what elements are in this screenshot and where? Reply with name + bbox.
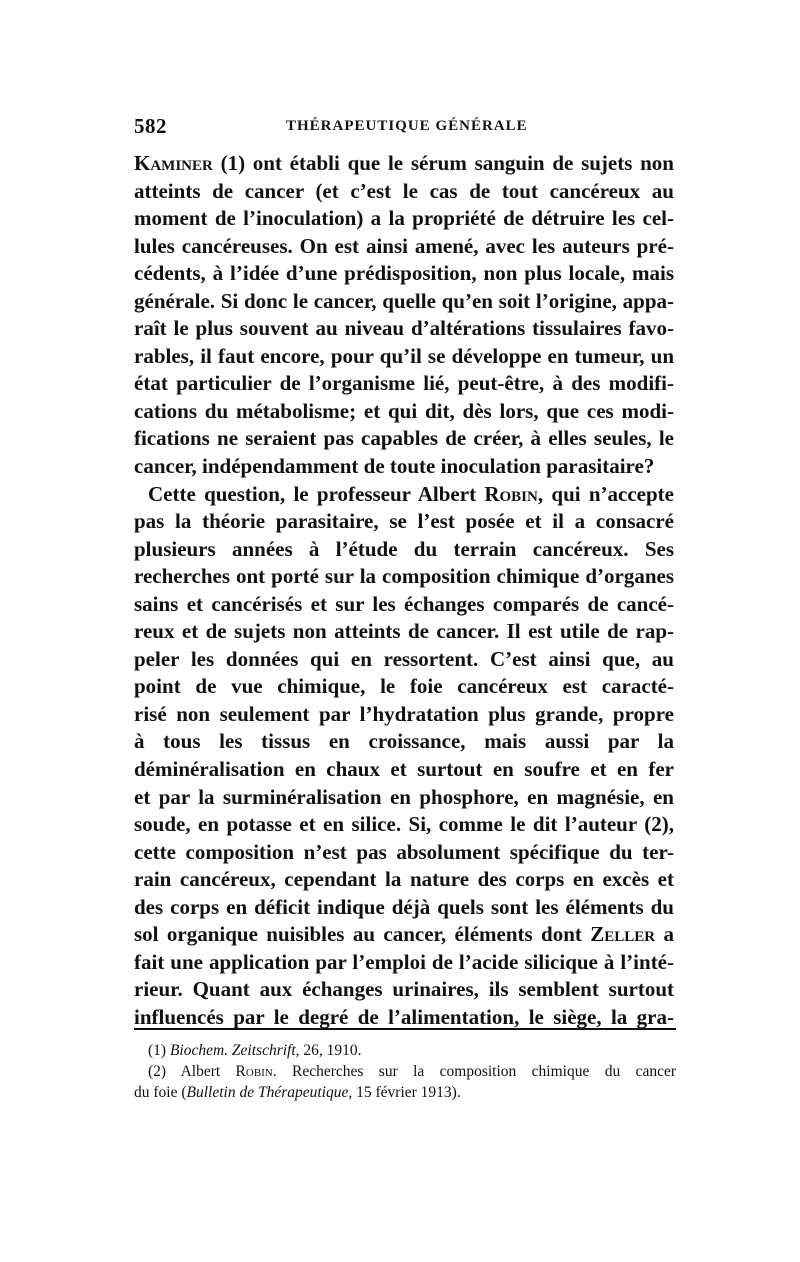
text-line: soude, en potasse et en silice. Si, comme le dit l’auteur (2), [134,812,674,837]
text-line [134,481,674,509]
text-span: a [655,922,674,947]
text-line: générale. Si donc le cancer, quelle qu’en soit l’origine, appa- [134,288,674,313]
text-span: (2) Albert [148,1063,236,1080]
footnotes [134,1040,676,1103]
text-line: rables, il faut encore, pour qu’il se développe en tumeur, un [134,343,674,368]
text-line: pas la théorie parasitaire, se l’est posée et il a consacré [134,509,674,534]
text-span: du foie ( [134,1084,187,1101]
text-span: sol organique nuisibles au cancer, éléments dont [134,922,591,947]
text-span: , qui n’accepte [537,481,674,506]
text-line: état particulier de l’organisme lié, peut-être, à des modifi- [134,371,674,396]
text-span: (1) ont établi que le sérum sanguin de sujets non [212,151,674,175]
text-span: Cette question, le professeur Albert [148,481,485,506]
footnote-mark: (1) [148,1042,170,1059]
text-line: atteints de cancer (et c’est le cas de tout cancéreux au [134,178,674,203]
text-line: déminéralisation en chaux et surtout en soufre et en fer [134,757,674,782]
text-line: et par la surminéralisation en phosphore, en magnésie, en [134,784,674,809]
footnote-1 [134,1040,676,1061]
text-line: point de vue chimique, le foie cancéreux est caracté- [134,674,674,699]
text-line: des corps en déficit indique déjà quels sont les éléments du [134,894,674,919]
author-name: Robin [235,1063,273,1080]
body-text [134,150,674,1032]
text-line: rieur. Quant aux échanges urinaires, ils semblent surtout [134,977,674,1002]
text-line: plusieurs années à l’étude du terrain cancéreux. Ses [134,536,674,561]
text-line: à tous les tissus en croissance, mais aussi par la [134,729,674,754]
running-head: THÉRAPEUTIQUE GÉNÉRALE [286,118,528,134]
text-span: . Recherches sur la composition chimique du cancer [272,1063,676,1080]
text-line: fait une application par l’emploi de l’acide silicique à l’inté- [134,949,674,974]
journal-title: Bulletin de Thérapeutique [186,1084,349,1101]
footnote-2-continued [134,1082,676,1103]
text-line: cette composition n’est pas absolument spécifique du ter- [134,839,674,864]
text-span: , 26, 1910. [295,1042,362,1059]
page-header [134,114,674,144]
text-line: raît le plus souvent au niveau d’altérations tissulaires favo- [134,316,674,341]
text-line: cancer, indépendamment de toute inoculation parasitaire? [134,454,655,479]
text-line [134,150,674,178]
text-line: peler les données qui en ressortent. C’est ainsi que, au [134,646,674,671]
text-line: sains et cancérisés et sur les échanges comparés de cancé- [134,591,674,616]
text-line: reux et de sujets non atteints de cancer. Il est utile de rap- [134,619,674,644]
text-line: lules cancéreuses. On est ainsi amené, avec les auteurs pré- [134,233,674,258]
text-line: risé non seulement par l’hydratation plus grande, propre [134,701,674,726]
footnote-2 [134,1061,676,1082]
text-line: moment de l’inoculation) a la propriété de détruire les cel- [134,206,674,231]
text-line: cédents, à l’idée d’une prédisposition, non plus locale, mais [134,261,674,286]
text-span: , 15 février 1913). [348,1084,461,1101]
text-line: influencés par le degré de l’alimentation, le siège, la gra- [134,1004,674,1029]
text-line: recherches ont porté sur la composition chimique d’organes [134,564,674,589]
text-line [134,921,674,949]
author-name: Kaminer [134,151,213,175]
text-line: rain cancéreux, cependant la nature des corps en excès et [134,867,674,892]
footnote-divider [134,1028,676,1030]
text-line: cations du métabolisme; et qui dit, dès lors, que ces modi- [134,398,674,423]
text-line: fications ne seraient pas capables de créer, à elles seules, le [134,426,674,451]
page-number: 582 [134,114,167,138]
author-name: Zeller [590,922,656,947]
journal-title: Biochem. Zeitschrift [169,1042,296,1059]
author-name: Robin [484,481,538,506]
